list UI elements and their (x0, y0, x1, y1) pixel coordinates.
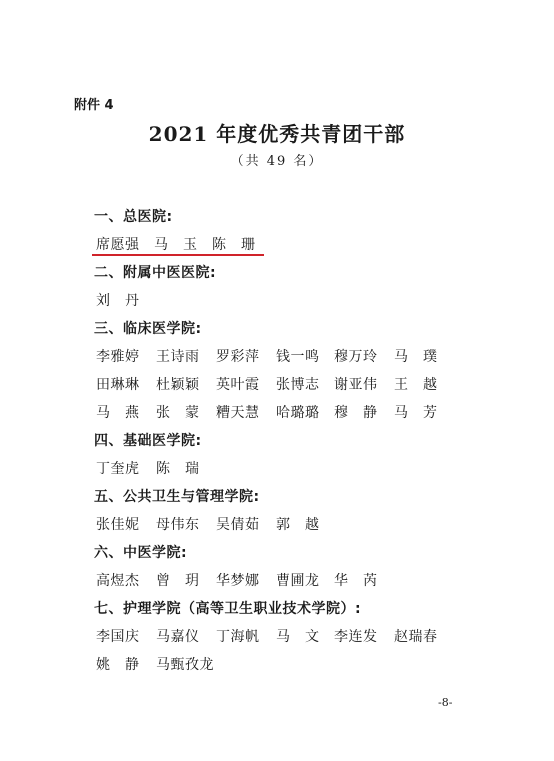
name-item: 王诗雨 (156, 349, 200, 365)
name-item: 刘 丹 (96, 293, 140, 309)
name-item: 曹圃龙 (276, 573, 320, 589)
section-heading-basic-medicine: 四、基础医学院: (94, 433, 202, 449)
name-item: 马 玉 (154, 237, 198, 253)
name-item: 马 燕 (96, 405, 140, 421)
name-item: 糟天慧 (216, 405, 260, 421)
name-item: 李连发 (334, 629, 378, 645)
name-item: 哈璐璐 (276, 405, 320, 421)
name-item: 马甄孜龙 (156, 657, 214, 673)
name-item: 李雅婷 (96, 349, 140, 365)
section-heading-public-health: 五、公共卫生与管理学院: (94, 489, 260, 505)
name-item: 华 芮 (334, 573, 378, 589)
section-heading-general-hospital: 一、总医院: (94, 209, 173, 225)
name-item: 马嘉仪 (156, 629, 200, 645)
name-item: 穆 静 (334, 405, 378, 421)
name-item: 杜颖颖 (156, 377, 200, 393)
name-item: 母伟东 (156, 517, 200, 533)
name-item: 陈 珊 (212, 237, 256, 253)
page-number: -8- (438, 696, 453, 709)
name-item: 华梦娜 (216, 573, 260, 589)
name-item: 马 文 (276, 629, 320, 645)
name-item: 高煜杰 (96, 573, 140, 589)
name-item: 张佳妮 (96, 517, 140, 533)
section-heading-affiliated-tcm-hospital: 二、附属中医医院: (94, 265, 217, 281)
section-heading-tcm-college: 六、中医学院: (94, 545, 188, 561)
page-subtitle: （共 49 名） (230, 154, 324, 169)
name-item: 姚 静 (96, 657, 140, 673)
name-item: 马 璞 (394, 349, 438, 365)
name-item: 钱一鸣 (276, 349, 320, 365)
name-item: 曾 玥 (156, 573, 200, 589)
highlight-underline (92, 254, 264, 256)
name-item: 李国庆 (96, 629, 140, 645)
name-item: 丁海帆 (216, 629, 260, 645)
name-item: 席愿强 (96, 237, 140, 253)
name-item: 张博志 (276, 377, 320, 393)
name-item: 郭 越 (276, 517, 320, 533)
section-heading-clinical-medicine: 三、临床医学院: (94, 321, 202, 337)
name-item: 张 蒙 (156, 405, 200, 421)
name-item: 田琳琳 (96, 377, 140, 393)
attachment-label: 附件 4 (74, 98, 114, 113)
name-item: 英叶霞 (216, 377, 260, 393)
name-item: 穆万玲 (334, 349, 378, 365)
name-item: 罗彩萍 (216, 349, 260, 365)
name-item: 王 越 (394, 377, 438, 393)
page-title: 2021 年度优秀共青团干部 (148, 122, 406, 146)
name-item: 陈 瑞 (156, 461, 200, 477)
name-item: 吴倩茹 (216, 517, 260, 533)
name-item: 丁奎虎 (96, 461, 140, 477)
name-item: 马 芳 (394, 405, 438, 421)
name-item: 谢亚伟 (334, 377, 378, 393)
name-item: 赵瑞春 (394, 629, 438, 645)
section-heading-nursing-college: 七、护理学院（高等卫生职业技术学院）: (94, 601, 362, 617)
